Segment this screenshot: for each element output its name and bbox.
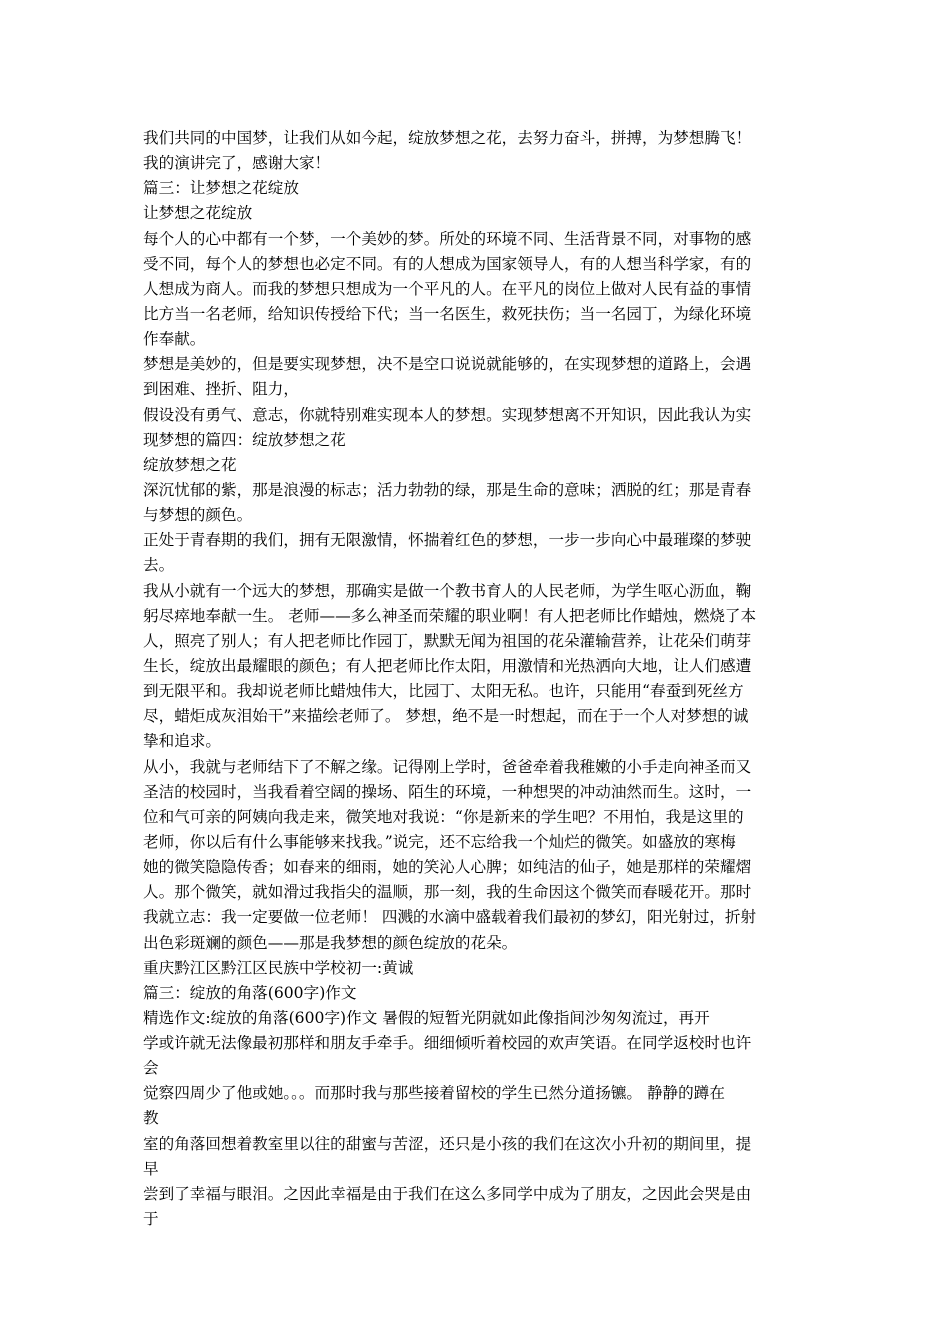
text-line: 尽，蜡炬成灰泪始干”来描绘老师了。 梦想，绝不是一时想起，而在于一个人对梦想的诚 xyxy=(143,707,749,726)
text-line: 每个人的心中都有一个梦，一个美妙的梦。所处的环境不同、生活背景不同，对事物的感 xyxy=(143,229,752,248)
text-line: 早 xyxy=(143,1159,159,1178)
text-line: 让梦想之花绽放 xyxy=(143,204,253,223)
text-line: 我们共同的中国梦，让我们从如今起，绽放梦想之花，去努力奋斗，拼搏，为梦想腾飞！ xyxy=(143,129,752,147)
text-line: 人想成为商人。而我的梦想只想成为一个平凡的人。在平凡的岗位上做对人民有益的事情 xyxy=(143,279,752,298)
text-line: 挚和追求。 xyxy=(143,732,221,751)
text-line: 我从小就有一个远大的梦想，那确实是做一个教书育人的人民老师，为学生呕心沥血，鞠 xyxy=(143,581,752,600)
text-line: 会 xyxy=(143,1059,159,1078)
text-line: 深沉忧郁的紫，那是浪漫的标志；活力勃勃的绿，那是生命的意味；洒脱的红；那是青春 xyxy=(143,480,752,499)
text-line: 到困难、挫折、阻力， xyxy=(143,380,299,399)
text-line: 室的角落回想着教室里以往的甜蜜与苦涩，还只是小孩的我们在这次小升初的期间里，提 xyxy=(143,1134,752,1153)
text-line: 教 xyxy=(143,1109,159,1128)
text-line: 老师，你以后有什么事能够来找我。”说完，还不忘给我一个灿烂的微笑。如盛放的寒梅 xyxy=(143,832,736,851)
text-line: 梦想是美妙的，但是要实现梦想，决不是空口说说就能够的，在实现梦想的道路上，会遇 xyxy=(143,355,752,374)
document-body xyxy=(143,126,813,1232)
text-line: 现梦想的篇四：绽放梦想之花 xyxy=(143,430,346,449)
text-line: 人，照亮了别人；有人把老师比作园丁，默默无闻为祖国的花朵灌输营养，让花朵们萌芽 xyxy=(143,631,752,650)
text-line: 与梦想的颜色。 xyxy=(143,506,253,525)
text-line: 她的微笑隐隐传香；如春来的细雨，她的笑沁人心脾；如纯洁的仙子，她是那样的荣耀熠 xyxy=(143,858,752,877)
text-line: 假设没有勇气、意志，你就特别难实现本人的梦想。实现梦想离不开知识，因此我认为实 xyxy=(143,405,752,424)
text-line: 人。那个微笑，就如滑过我指尖的温顺，那一刻，我的生命因这个微笑而春暖花开。那时 xyxy=(143,883,752,902)
text-line: 生长，绽放出最耀眼的颜色；有人把老师比作太阳，用激情和光热洒向大地，让人们感遭 xyxy=(143,656,752,675)
text-line: 我的演讲完了，感谢大家！ xyxy=(143,154,331,173)
text-line: 篇三：绽放的角落(600字)作文 xyxy=(143,983,357,1002)
text-line: 觉察四周少了他或她。。。而那时我与那些接着留校的学生已然分道扬镳。 静静的蹲在 xyxy=(143,1084,725,1103)
text-line: 我就立志：我一定要做一位老师！ 四溅的水滴中盛载着我们最初的梦幻，阳光射过，折射 xyxy=(143,908,757,927)
text-line: 比方当一名老师，给知识传授给下代；当一名医生，救死扶伤；当一名园丁，为绿化环境 xyxy=(143,304,752,323)
text-line: 躬尽瘁地奉献一生。 老师——多么神圣而荣耀的职业啊！有人把老师比作蜡烛，燃烧了本 xyxy=(143,606,757,625)
text-line: 尝到了幸福与眼泪。之因此幸福是由于我们在这么多同学中成为了朋友，之因此会哭是由 xyxy=(143,1184,752,1203)
text-line: 从小，我就与老师结下了不解之缘。记得刚上学时，爸爸牵着我稚嫩的小手走向神圣而又 xyxy=(143,757,752,776)
text-line: 学或许就无法像最初那样和朋友手牵手。细细倾听着校园的欢声笑语。在同学返校时也许 xyxy=(143,1034,752,1053)
text-line: 到无限平和。我却说老师比蜡烛伟大，比园丁、太阳无私。也许，只能用“春蚕到死丝方 xyxy=(143,682,744,701)
text-line: 精选作文:绽放的角落(600字)作文 暑假的短暂光阴就如此像指间沙匆匆流过，再开 xyxy=(143,1008,710,1027)
text-line: 去。 xyxy=(143,556,175,575)
text-line: 篇三：让梦想之花绽放 xyxy=(143,179,299,198)
text-line: 绽放梦想之花 xyxy=(143,455,237,474)
text-line: 作奉献。 xyxy=(143,330,206,349)
text-line: 位和气可亲的阿姨向我走来，微笑地对我说：“你是新来的学生吧？不用怕，我是这里的 xyxy=(143,807,744,826)
text-line: 圣洁的校园时，当我看着空阔的操场、陌生的环境，一种想哭的冲动油然而生。这时，一 xyxy=(143,782,752,801)
text-line: 出色彩斑斓的颜色——那是我梦想的颜色绽放的花朵。 xyxy=(143,933,518,952)
text-line: 于 xyxy=(143,1210,159,1229)
text-line: 正处于青春期的我们，拥有无限激情，怀揣着红色的梦想，一步一步向心中最璀璨的梦驶 xyxy=(143,531,752,550)
text-line: 受不同，每个人的梦想也必定不同。有的人想成为国家领导人，有的人想当科学家，有的 xyxy=(143,254,752,273)
text-line: 重庆黔江区黔江区民族中学校初一:黄诚 xyxy=(143,958,414,977)
